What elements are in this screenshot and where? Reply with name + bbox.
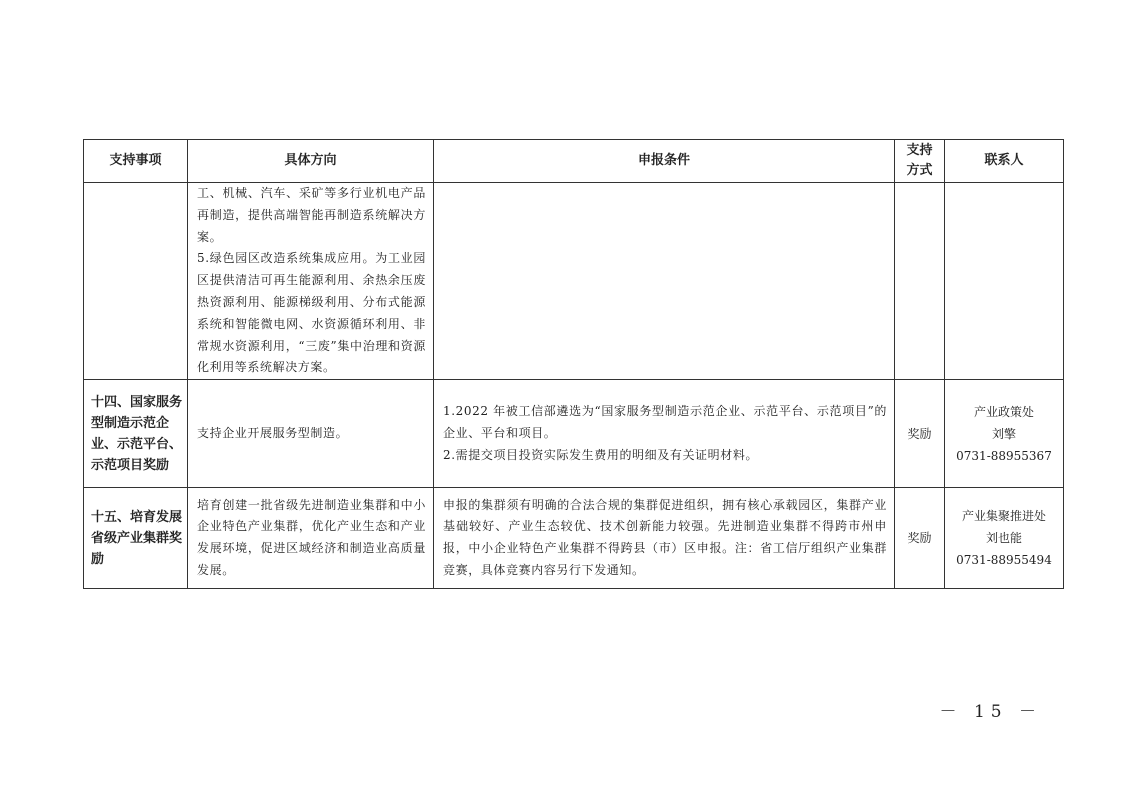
cell-item (84, 183, 188, 380)
cell-direction (188, 183, 434, 380)
cell-contact (945, 488, 1064, 589)
header-contact: 联系人 (945, 140, 1064, 183)
header-support-mode: 支持方式 (895, 140, 945, 183)
header-direction: 具体方向 (188, 140, 434, 183)
cell-direction-text: 支持企业开展服务型制造。 (197, 425, 349, 440)
contact-dept: 产业政策处 (973, 404, 1034, 419)
table-row (84, 488, 1064, 589)
cell-item (84, 380, 188, 488)
table-header-row (84, 140, 1064, 183)
cell-conditions-text: 申报的集群须有明确的合法合规的集群促进组织，拥有核心承载园区，集群产业基础较好、产业生态较优、技术创新能力较强。先进制造业集群不得跨市州申报，中小企业特色产业集群不得跨县（市）区申报。注：省工信厅组织产业集群竞赛，具体竞赛内容另行下发通知。 (443, 497, 887, 577)
policy-table (83, 139, 1064, 589)
cell-conditions-text: 1.2022 年被工信部遴选为“国家服务型制造示范企业、示范平台、示范项目”的企业、平台和项目。 2.需提交项目投资实际发生费用的明细及有关证明材料。 (443, 403, 887, 462)
cell-support-mode (895, 488, 945, 589)
cell-item-text: 十四、国家服务型制造示范企业、示范平台、示范项目奖励 (91, 394, 183, 473)
cell-direction (188, 380, 434, 488)
cell-direction-text: 培育创建一批省级先进制造业集群和中小企业特色产业集群，优化产业生态和产业发展环境，促进区域经济和制造业高质量发展。 (197, 497, 426, 577)
page-number: － 15 － (939, 702, 1042, 722)
cell-conditions (434, 380, 895, 488)
contact-phone: 0731-88955367 (956, 448, 1052, 463)
header-conditions: 申报条件 (434, 140, 895, 183)
cell-conditions (434, 488, 895, 589)
cell-conditions (434, 183, 895, 380)
cell-support-mode-text: 奖励 (907, 531, 932, 546)
contact-person: 刘也能 (985, 531, 1022, 546)
cell-support-mode (895, 380, 945, 488)
cell-direction (188, 488, 434, 589)
contact-person: 刘擎 (991, 426, 1016, 441)
contact-phone: 0731-88955494 (956, 553, 1052, 568)
cell-support-mode-text: 奖励 (907, 426, 932, 441)
cell-item (84, 488, 188, 589)
contact-dept: 产业集聚推进处 (961, 509, 1046, 524)
cell-contact (945, 183, 1064, 380)
header-support-item: 支持事项 (84, 140, 188, 183)
cell-support-mode (895, 183, 945, 380)
cell-direction-text: 工、机械、汽车、采矿等多行业机电产品再制造，提供高端智能再制造系统解决方案。 5.绿色园区改造系统集成应用。为工业园区提供清洁可再生能源利用、余热余压废热资源利用、能源梯级利用、分布式能源系统和智能微电网、水资源循环利用、非常规水资源利用，“三废”集中治理和资源化利用等系统解决方案。 (197, 186, 426, 375)
table-row (84, 183, 1064, 380)
table-row (84, 380, 1064, 488)
cell-contact (945, 380, 1064, 488)
cell-item-text: 十五、培育发展省级产业集群奖励 (91, 509, 183, 567)
